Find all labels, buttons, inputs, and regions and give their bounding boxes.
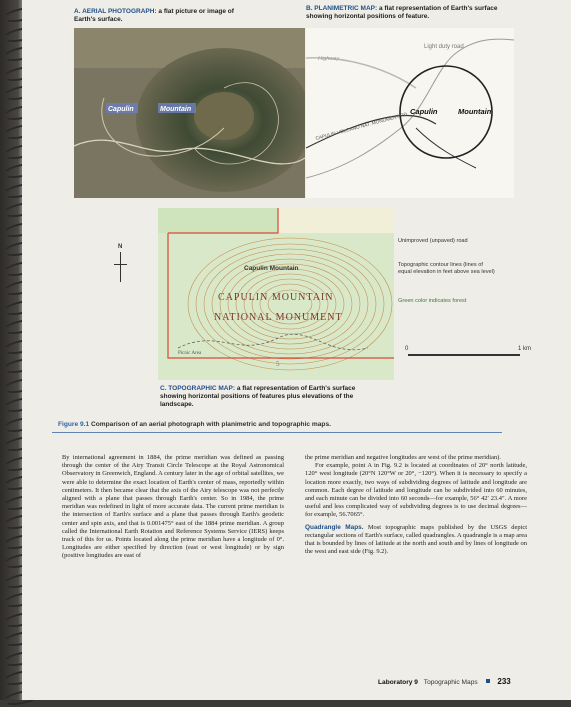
contour-index-5: 5 [276, 360, 280, 368]
legend-forest: Green color indicates forest [398, 298, 467, 304]
topo-label-national-monument: NATIONAL MONUMENT [214, 312, 343, 323]
caption-b-text: a flat representation of Earth's surface showing horizontal positions of feature. [306, 5, 498, 20]
aerial-photograph [74, 28, 305, 198]
scale-end: 1 km [518, 346, 532, 352]
light-road-label: Light duty road [424, 44, 464, 50]
left-column [62, 454, 284, 561]
footer-lab: Laboratory 9 [378, 679, 418, 686]
scale-bar [408, 354, 520, 356]
north-arrow [120, 252, 121, 282]
caption-a-text: a flat picture or image of Earth's surface. [74, 8, 234, 23]
caption-c-text: a flat representation of Earth's surface showing horizontal positions of features plus elevations of the landscape. [160, 385, 356, 408]
picnic-area-label: Picnic Area [178, 351, 202, 356]
figure-number: Figure 9.1 [58, 421, 90, 428]
north-arrow-crossbar [114, 264, 127, 265]
left-paragraph: By international agreement in 1884, the prime meridian was defined as passing through the center of the Airy Transit Circle Telescope at the Royal Astronomical Observatory in Greenwich, England. A century later in the age of orbital satellites, we were able to determine the exact location of Earth's center of mass, reportedly within centimeters. It then became clear that the axis of the Airy telescope was not perfectly aligned with a plane that passes through Earth's center. So in 1984, the prime meridian was redefined in light of more accurate data. The current prime meridian is the intersection of Earth's surface and a plane that passes through Earth's geodetic center and spin axis, and that is 0.001475° east of the 1884 prime meridian. A group called the International Earth Rotation and Reference Systems Service (IERS) keeps track of this for us. Points located along the prime meridian have a longitude of 0°. Longitudes are either specified by direction (east or west longitude) or by sign (positive longitudes are east of [62, 454, 284, 560]
north-arrow-label: N [118, 244, 123, 250]
caption-c-tag: C. TOPOGRAPHIC MAP: [160, 385, 235, 392]
topo-label-capulin: CAPULIN MOUNTAIN [218, 292, 334, 303]
topographic-map-art [158, 208, 394, 380]
caption-a [74, 8, 254, 24]
footer-bullet [486, 679, 490, 683]
aerial-label-capulin: Capulin [108, 106, 134, 113]
planimetric-map [306, 28, 514, 198]
aerial-label-mountain: Mountain [160, 106, 192, 113]
scale-zero: 0 [405, 346, 409, 352]
planimetric-map-art [306, 28, 514, 198]
page-number: 233 [497, 677, 511, 686]
map-b-mountain: Mountain [458, 107, 492, 116]
right-paragraph-1: the prime meridian and negative longitudes are west of the prime meridian). [305, 454, 501, 461]
legend-contour-lines: Topographic contour lines (lines of equal elevation in feet above sea level) [398, 262, 495, 275]
right-column [305, 454, 527, 556]
right-paragraph-2: For example, point A in Fig. 9.2 is located at coordinates of 20° north latitude, 120° west longitude (20°N 120°W or 20°, −120°). When it is necessary to specify a location more exactly, two ways of subdividing degrees of latitude and longitude are common. Each degree of latitude and longitude can be subdivided into 60 minutes, and each minute can be divided into 60 seconds—for example, 56° 42′ 23.4″. A more useful and less complicated way of subdividing degrees is to use decimal degrees—for example, 56.7065°. [305, 462, 527, 519]
legend-unimproved-road: Unimproved (unpaved) road [398, 238, 468, 244]
monument-road-label: CAPULIN VOLCANO NAT. MONUMENT RD [315, 112, 409, 142]
right-paragraph-3: Most topographic maps published by the USGS depict rectangular sections of Earth's surface, called quadrangles. A quadrangle is a map area that is bounded by lines of latitude at the north and south and by lines of longitude on the west and east side (Fig. 9.2). [305, 523, 527, 556]
topo-label-capulin-mountain: Capulin Mountain [244, 265, 299, 272]
textbook-page [22, 0, 571, 700]
aerial-photo-art [74, 28, 305, 198]
highway-label: Highway [318, 56, 340, 62]
caption-b-tag: B. PLANIMETRIC MAP: [306, 5, 378, 12]
page-footer [378, 677, 511, 686]
caption-c [160, 385, 370, 409]
section-head-quadrangle: Quadrangle Maps. [305, 523, 364, 531]
topographic-map [158, 208, 394, 380]
map-b-capulin: Capulin [410, 107, 438, 116]
figure-caption [58, 421, 498, 428]
caption-a-tag: A. AERIAL PHOTOGRAPH: [74, 8, 157, 15]
figure-caption-text: Comparison of an aerial photograph with planimetric and topographic maps. [91, 421, 331, 428]
caption-rule [52, 432, 502, 433]
footer-title: Topographic Maps [423, 679, 478, 686]
caption-b [306, 5, 516, 21]
